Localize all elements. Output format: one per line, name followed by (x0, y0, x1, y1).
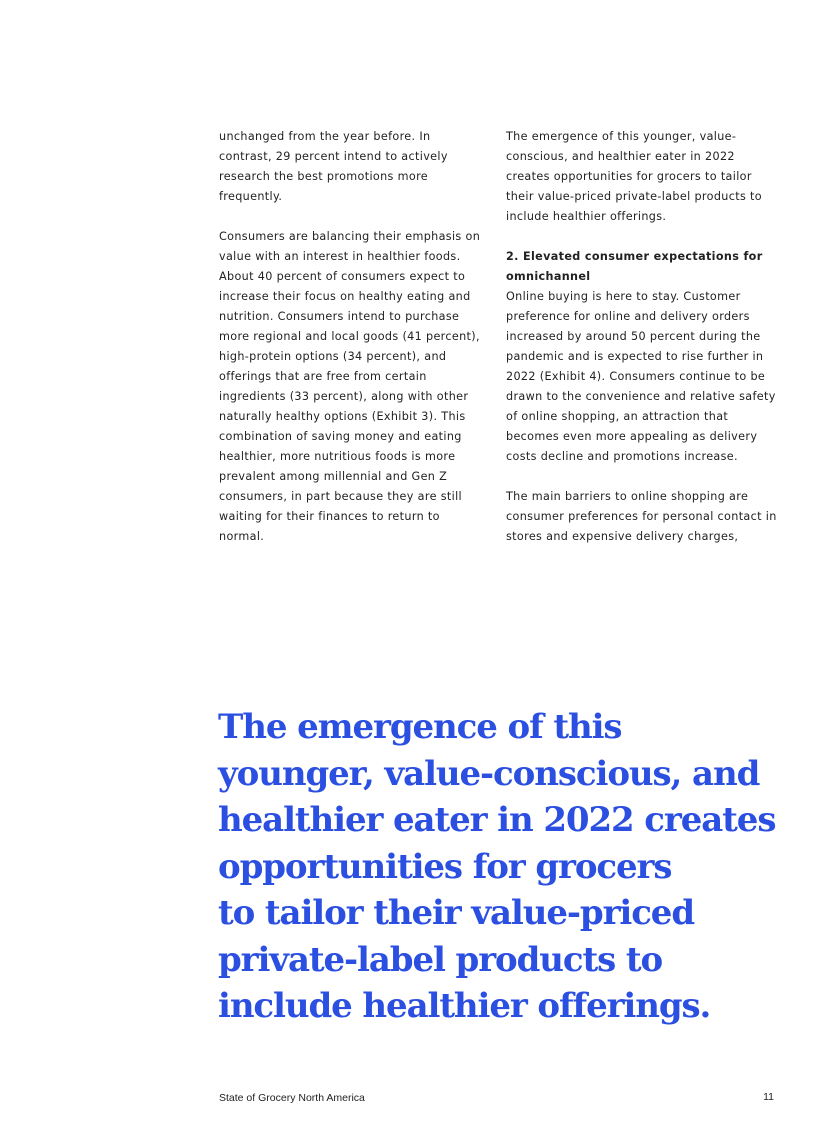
section-block (506, 247, 778, 467)
body-paragraph: The emergence of this younger, value-conscious, and healthier eater in 2022 creates opportunities for grocers to tailor their value-priced private-label products to include healthier offerings. (506, 130, 762, 223)
section-heading: 2. Elevated consumer expectations for omnichannel (506, 250, 763, 283)
body-paragraph: Consumers are balancing their emphasis on value with an interest in healthier foods. About 40 percent of consumers expect to increase their focus on healthy eating and nutrition. Consumers intend to purchase more regional and local goods (41 percent), high-protein options (34 percent), and offerings that are free from certain ingredients (33 percent), along with other naturally healthy options (Exhibit 3). This combination of saving money and eating healthier, more nutritious foods is more prevalent among millennial and Gen Z consumers, in part because they are still waiting for their finances to return to normal. (219, 230, 481, 543)
pull-quote-line: include healthier offerings. (218, 986, 711, 1026)
body-column-left (219, 127, 481, 547)
pull-quote-line: opportunities for grocers (218, 846, 672, 887)
body-column-right (506, 127, 778, 547)
pull-quote-line: to tailor their value-priced (218, 893, 695, 933)
body-paragraph: unchanged from the year before. In contrast, 29 percent intend to actively research the best promotions more frequently. (219, 130, 448, 203)
pull-quote-line: younger, value-conscious, and (218, 753, 760, 794)
pull-quote-line: The emergence of this (218, 707, 622, 747)
pull-quote-line: healthier eater in 2022 creates (218, 800, 776, 840)
pull-quote-line: private-label products to (218, 939, 663, 980)
footer-publication-title: State of Grocery North America (219, 1092, 365, 1104)
body-paragraph: The main barriers to online shopping are consumer preferences for personal contact in stores and expensive delivery charges, (506, 490, 777, 543)
page-number: 11 (763, 1091, 774, 1103)
body-paragraph-text: Online buying is here to stay. Customer preference for online and delivery orders increased by around 50 percent during the pandemic and is expected to rise further in 2022 (Exhibit 4). Consumers continue to be drawn to the convenience and relative safety of online shopping, an attraction that becomes even more appealing as delivery costs decline and promotions increase. (506, 290, 776, 463)
pull-quote (218, 704, 778, 1030)
